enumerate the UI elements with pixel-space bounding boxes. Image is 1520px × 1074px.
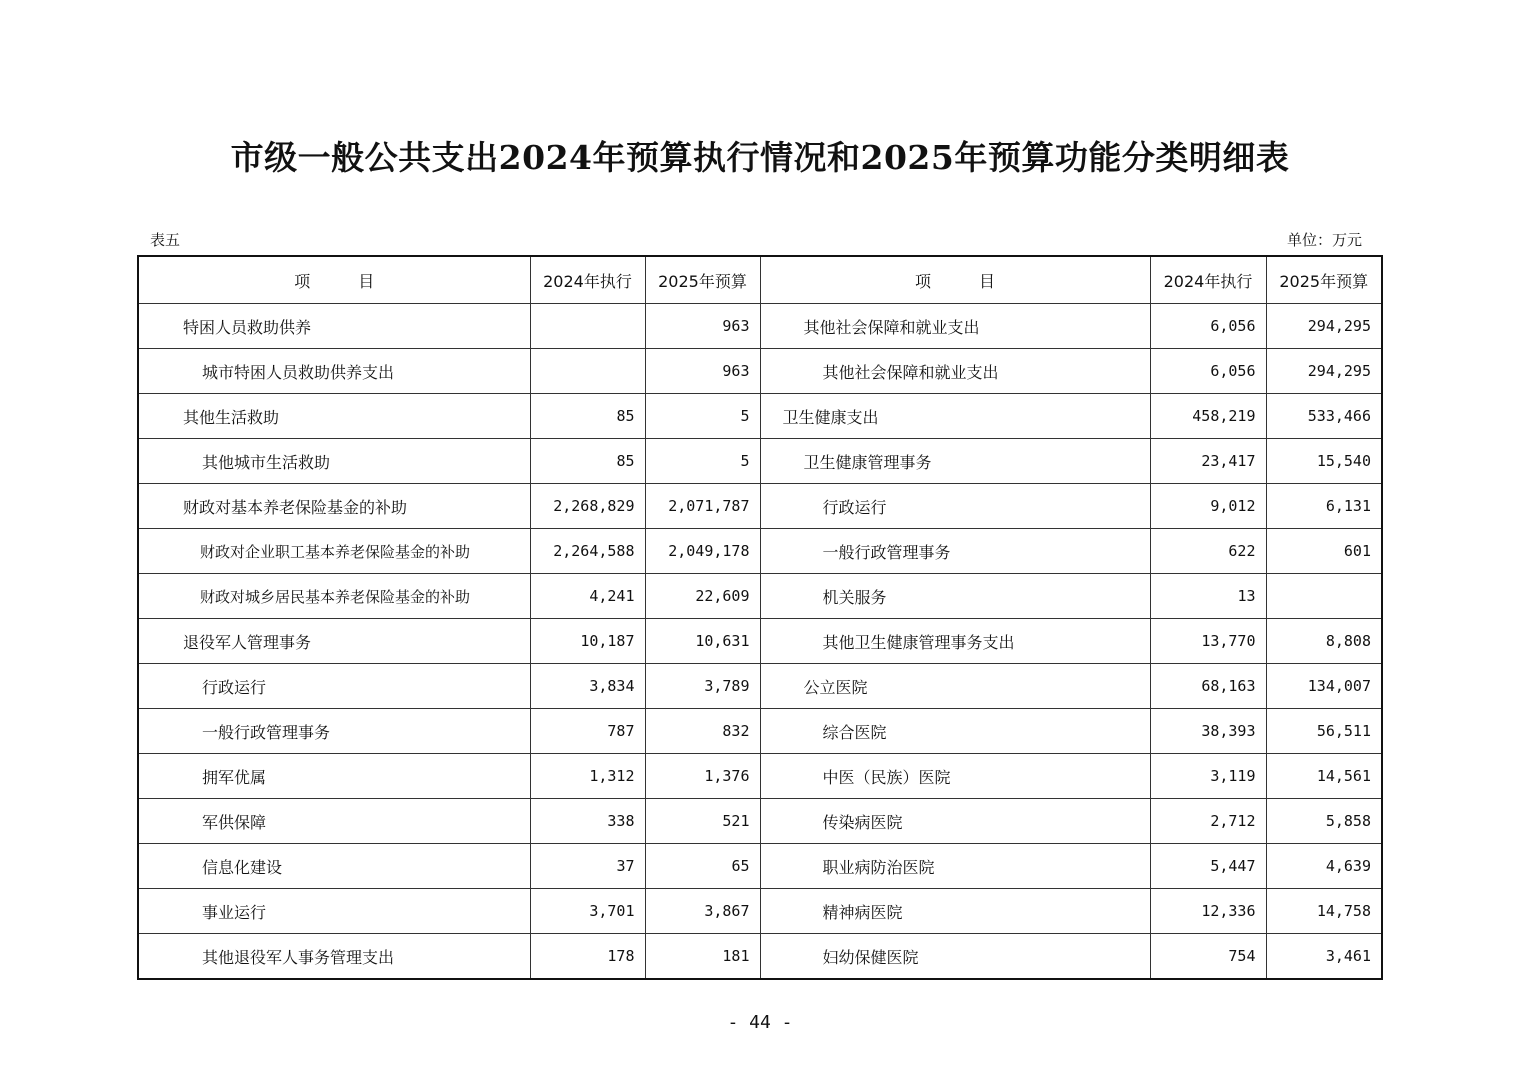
left-exec: 37 bbox=[530, 844, 645, 889]
right-budget: 56,511 bbox=[1266, 709, 1382, 754]
left-budget: 5 bbox=[645, 439, 760, 484]
unit-label: 单位：万元 bbox=[1286, 231, 1362, 249]
left-item: 其他生活救助 bbox=[138, 394, 530, 439]
page-title: 市级一般公共支出2024年预算执行情况和2025年预算功能分类明细表 bbox=[230, 138, 1290, 177]
table-row bbox=[138, 619, 1382, 664]
right-item: 机关服务 bbox=[760, 574, 1150, 619]
right-item: 一般行政管理事务 bbox=[760, 529, 1150, 574]
right-item: 其他社会保障和就业支出 bbox=[760, 349, 1150, 394]
right-budget: 6,131 bbox=[1266, 484, 1382, 529]
right-exec: 13,770 bbox=[1150, 619, 1266, 664]
right-exec: 622 bbox=[1150, 529, 1266, 574]
left-budget: 2,071,787 bbox=[645, 484, 760, 529]
table-row bbox=[138, 349, 1382, 394]
left-budget: 2,049,178 bbox=[645, 529, 760, 574]
right-item: 职业病防治医院 bbox=[760, 844, 1150, 889]
left-exec: 85 bbox=[530, 439, 645, 484]
header-exec-right: 2024年执行 bbox=[1150, 256, 1266, 304]
right-budget: 5,858 bbox=[1266, 799, 1382, 844]
right-item: 其他卫生健康管理事务支出 bbox=[760, 619, 1150, 664]
left-exec bbox=[530, 349, 645, 394]
table-row bbox=[138, 439, 1382, 484]
right-budget: 8,808 bbox=[1266, 619, 1382, 664]
left-exec: 2,264,588 bbox=[530, 529, 645, 574]
right-budget: 601 bbox=[1266, 529, 1382, 574]
left-item: 城市特困人员救助供养支出 bbox=[138, 349, 530, 394]
right-exec: 3,119 bbox=[1150, 754, 1266, 799]
left-item: 退役军人管理事务 bbox=[138, 619, 530, 664]
left-item: 其他城市生活救助 bbox=[138, 439, 530, 484]
right-item: 公立医院 bbox=[760, 664, 1150, 709]
left-budget: 963 bbox=[645, 304, 760, 349]
right-exec: 5,447 bbox=[1150, 844, 1266, 889]
left-budget: 963 bbox=[645, 349, 760, 394]
left-item: 特困人员救助供养 bbox=[138, 304, 530, 349]
budget-table bbox=[137, 255, 1383, 980]
table-row bbox=[138, 664, 1382, 709]
left-budget: 10,631 bbox=[645, 619, 760, 664]
table-row bbox=[138, 799, 1382, 844]
header-budget-left: 2025年预算 bbox=[645, 256, 760, 304]
left-item: 行政运行 bbox=[138, 664, 530, 709]
left-exec: 3,701 bbox=[530, 889, 645, 934]
right-budget: 14,561 bbox=[1266, 754, 1382, 799]
right-exec: 9,012 bbox=[1150, 484, 1266, 529]
left-exec: 787 bbox=[530, 709, 645, 754]
table-row bbox=[138, 484, 1382, 529]
header-item-left: 项 目 bbox=[138, 256, 530, 304]
left-exec: 338 bbox=[530, 799, 645, 844]
table-header-row bbox=[138, 256, 1382, 304]
right-budget: 3,461 bbox=[1266, 934, 1382, 980]
left-item: 事业运行 bbox=[138, 889, 530, 934]
table-row bbox=[138, 574, 1382, 619]
right-item: 精神病医院 bbox=[760, 889, 1150, 934]
left-budget: 1,376 bbox=[645, 754, 760, 799]
right-budget: 4,639 bbox=[1266, 844, 1382, 889]
right-budget: 533,466 bbox=[1266, 394, 1382, 439]
table-row bbox=[138, 529, 1382, 574]
right-exec: 23,417 bbox=[1150, 439, 1266, 484]
left-item: 拥军优属 bbox=[138, 754, 530, 799]
right-exec: 2,712 bbox=[1150, 799, 1266, 844]
left-exec: 85 bbox=[530, 394, 645, 439]
right-exec: 6,056 bbox=[1150, 349, 1266, 394]
header-exec-left: 2024年执行 bbox=[530, 256, 645, 304]
left-exec: 4,241 bbox=[530, 574, 645, 619]
right-exec: 68,163 bbox=[1150, 664, 1266, 709]
right-item: 行政运行 bbox=[760, 484, 1150, 529]
right-item: 卫生健康管理事务 bbox=[760, 439, 1150, 484]
right-item: 卫生健康支出 bbox=[760, 394, 1150, 439]
right-exec: 754 bbox=[1150, 934, 1266, 980]
left-item: 一般行政管理事务 bbox=[138, 709, 530, 754]
right-exec: 6,056 bbox=[1150, 304, 1266, 349]
left-exec: 2,268,829 bbox=[530, 484, 645, 529]
left-exec: 10,187 bbox=[530, 619, 645, 664]
table-row bbox=[138, 709, 1382, 754]
right-budget bbox=[1266, 574, 1382, 619]
left-budget: 3,867 bbox=[645, 889, 760, 934]
left-budget: 65 bbox=[645, 844, 760, 889]
left-exec: 178 bbox=[530, 934, 645, 980]
table-row bbox=[138, 934, 1382, 980]
right-item: 传染病医院 bbox=[760, 799, 1150, 844]
table-number: 表五 bbox=[150, 231, 181, 249]
right-item: 其他社会保障和就业支出 bbox=[760, 304, 1150, 349]
header-item-right: 项 目 bbox=[760, 256, 1150, 304]
left-budget: 22,609 bbox=[645, 574, 760, 619]
left-budget: 5 bbox=[645, 394, 760, 439]
right-item: 中医（民族）医院 bbox=[760, 754, 1150, 799]
left-item: 信息化建设 bbox=[138, 844, 530, 889]
right-budget: 14,758 bbox=[1266, 889, 1382, 934]
table-row bbox=[138, 304, 1382, 349]
right-exec: 13 bbox=[1150, 574, 1266, 619]
right-exec: 38,393 bbox=[1150, 709, 1266, 754]
left-item: 财政对城乡居民基本养老保险基金的补助 bbox=[138, 574, 530, 619]
right-item: 综合医院 bbox=[760, 709, 1150, 754]
left-item: 其他退役军人事务管理支出 bbox=[138, 934, 530, 980]
left-exec: 1,312 bbox=[530, 754, 645, 799]
right-budget: 294,295 bbox=[1266, 304, 1382, 349]
right-exec: 458,219 bbox=[1150, 394, 1266, 439]
left-item: 军供保障 bbox=[138, 799, 530, 844]
right-budget: 15,540 bbox=[1266, 439, 1382, 484]
left-budget: 181 bbox=[645, 934, 760, 980]
left-exec: 3,834 bbox=[530, 664, 645, 709]
right-item: 妇幼保健医院 bbox=[760, 934, 1150, 980]
right-budget: 134,007 bbox=[1266, 664, 1382, 709]
table-row bbox=[138, 394, 1382, 439]
left-item: 财政对企业职工基本养老保险基金的补助 bbox=[138, 529, 530, 574]
header-budget-right: 2025年预算 bbox=[1266, 256, 1382, 304]
left-exec bbox=[530, 304, 645, 349]
left-budget: 832 bbox=[645, 709, 760, 754]
table-row bbox=[138, 889, 1382, 934]
left-item: 财政对基本养老保险基金的补助 bbox=[138, 484, 530, 529]
table-row bbox=[138, 844, 1382, 889]
right-budget: 294,295 bbox=[1266, 349, 1382, 394]
left-budget: 3,789 bbox=[645, 664, 760, 709]
table-row bbox=[138, 754, 1382, 799]
page-number: - 44 - bbox=[727, 1012, 793, 1033]
right-exec: 12,336 bbox=[1150, 889, 1266, 934]
left-budget: 521 bbox=[645, 799, 760, 844]
